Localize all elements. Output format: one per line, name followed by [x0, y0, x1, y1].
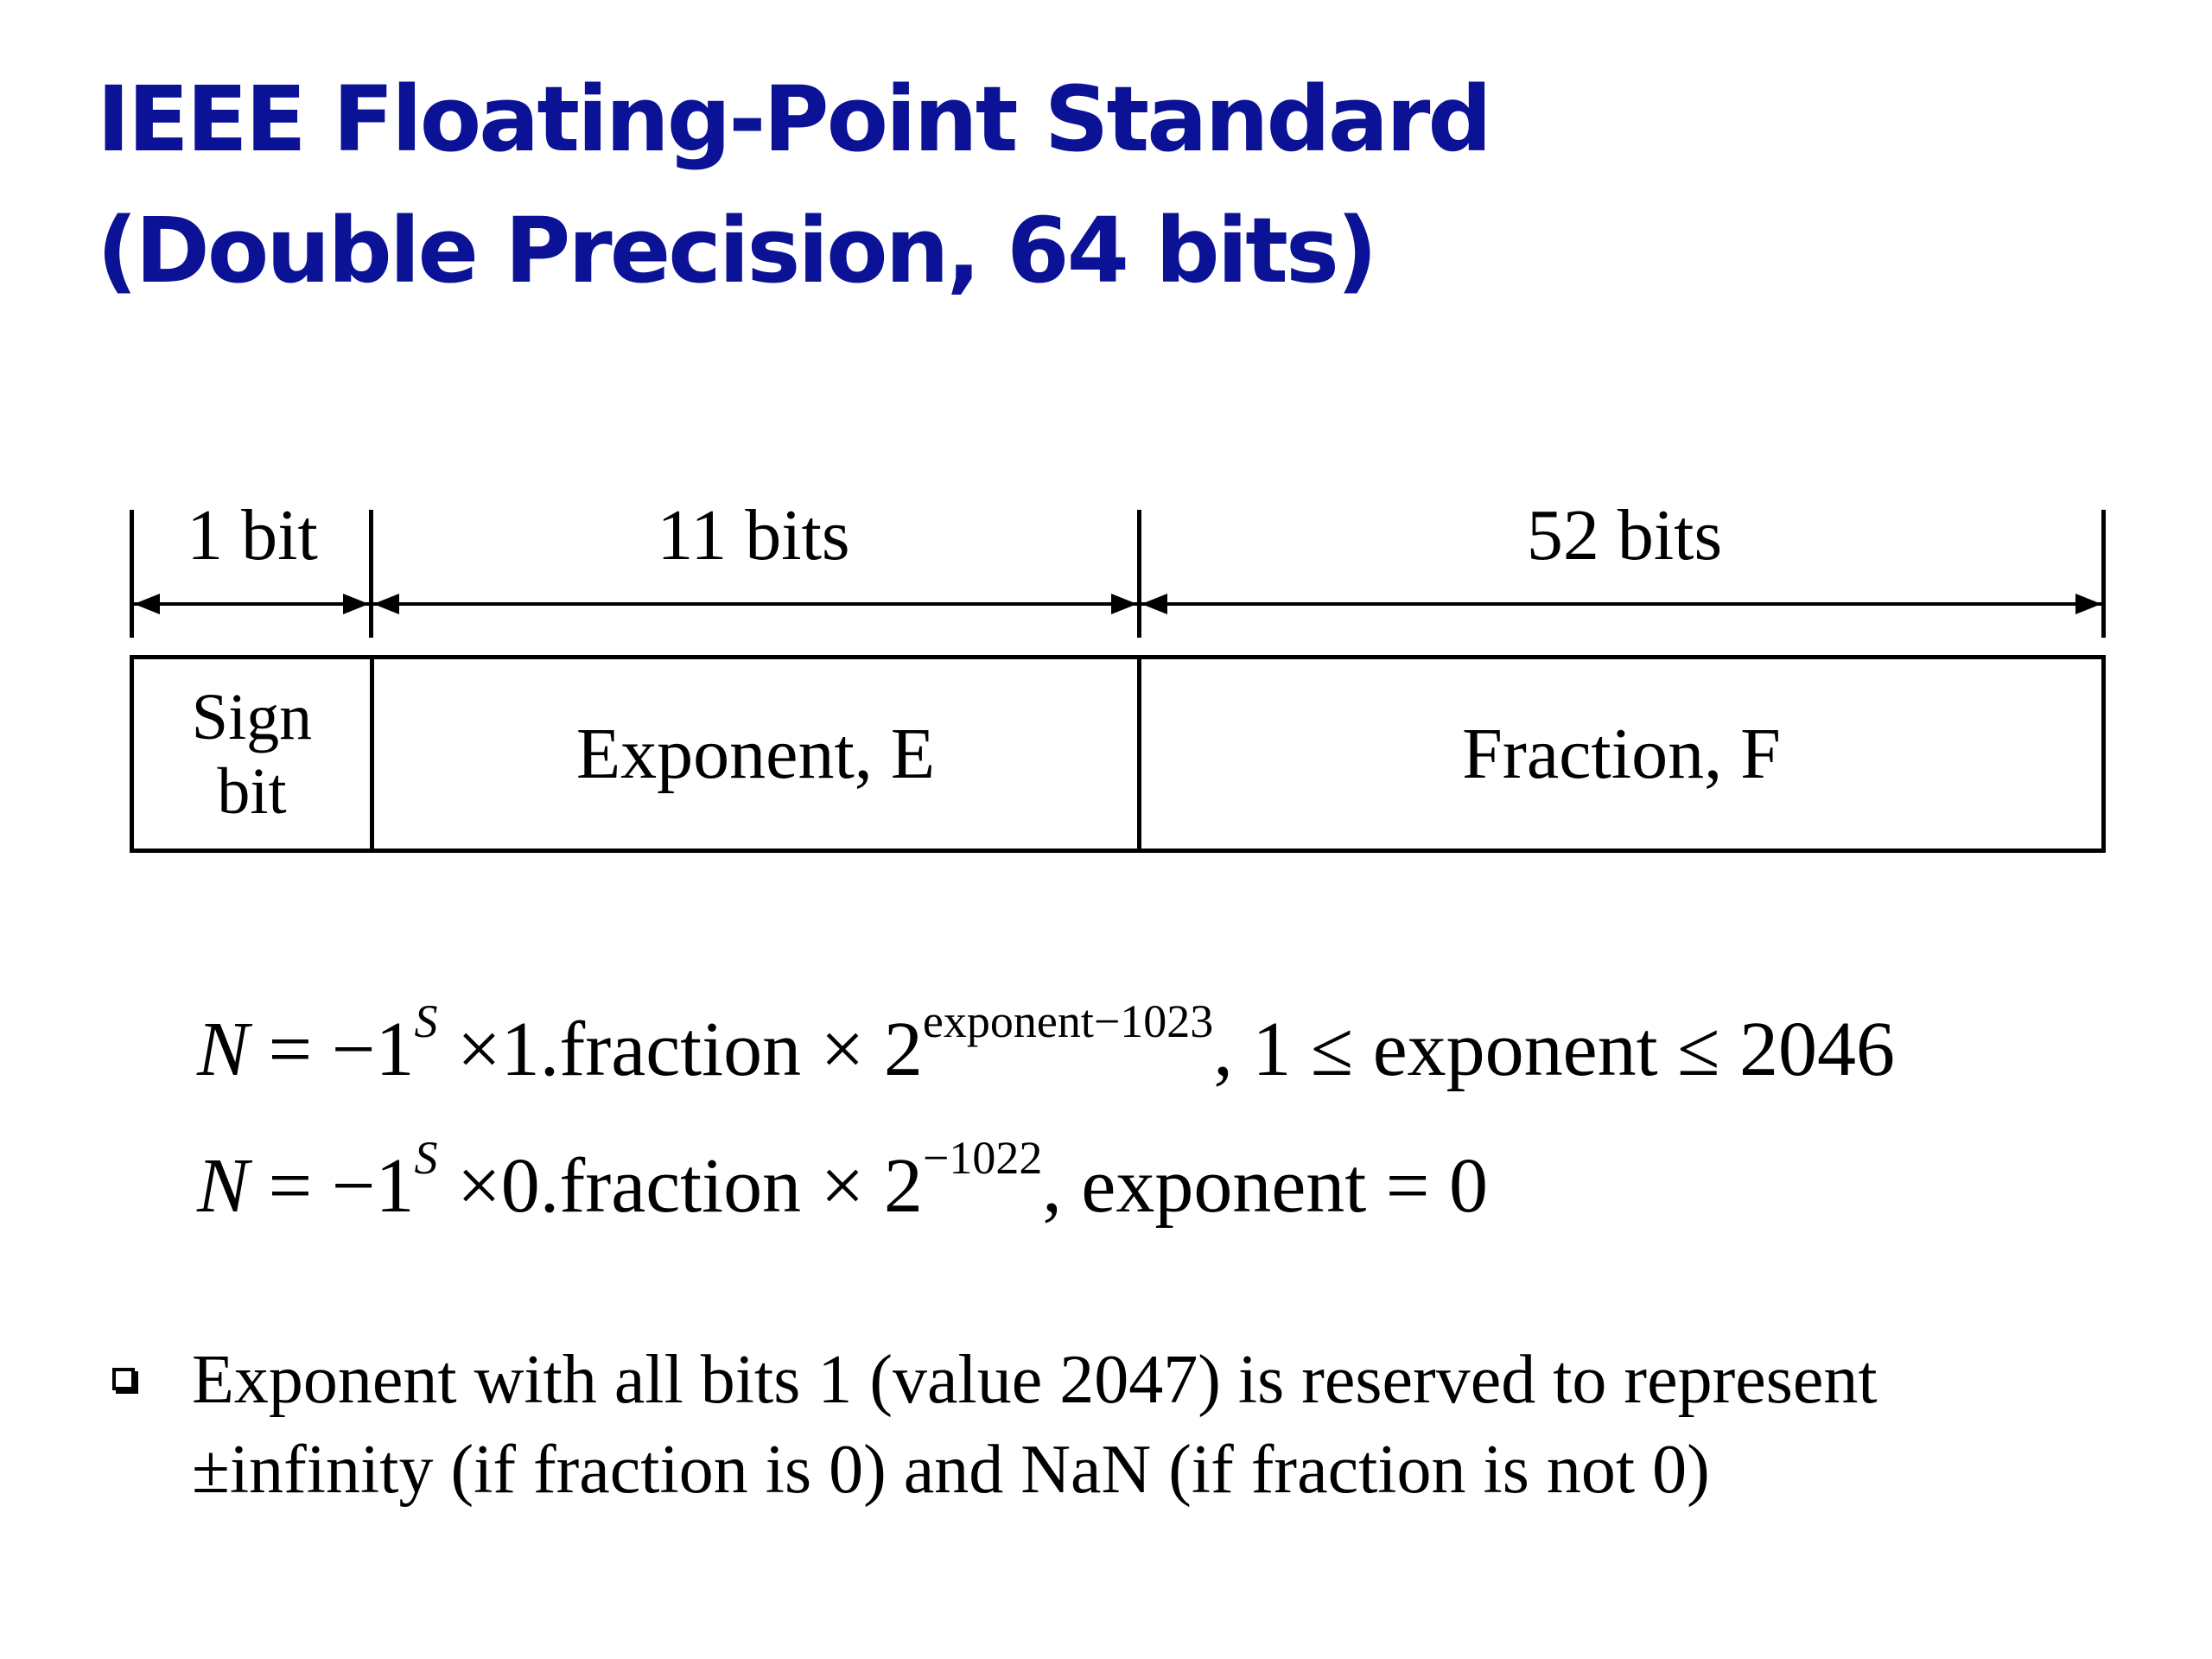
formula-superscript: exponent−1023 — [922, 995, 1214, 1047]
formula-text: = −1 — [249, 1143, 415, 1229]
formula-text: ×1.fraction × 2 — [437, 1007, 923, 1092]
checkbox-bullet-icon — [112, 1368, 135, 1390]
fraction-field-label: Fraction, F — [1462, 714, 1781, 794]
formula-text: ×0.fraction × 2 — [437, 1143, 923, 1229]
boundary-tick — [2101, 510, 2106, 638]
formula-condition: , exponent = 0 — [1042, 1143, 1489, 1229]
sign-bit-field — [130, 655, 374, 853]
exponent-field — [370, 655, 1141, 853]
sign-width-label: 1 bit — [187, 495, 318, 575]
formula-variable: N — [197, 1143, 250, 1229]
formula-superscript: S — [414, 995, 438, 1047]
slide-title-line2: (Double Precision, 64 bits) — [97, 198, 1376, 303]
reserved-exponent-note — [192, 1335, 2162, 1515]
slide-title — [97, 54, 1490, 316]
fraction-width-label: 52 bits — [1526, 495, 1723, 575]
sign-field-label-line2: bit — [217, 754, 287, 828]
formula-condition: , 1 ≤ exponent ≤ 2046 — [1213, 1007, 1895, 1092]
slide-title-line1: IEEE Floating-Point Standard — [97, 67, 1490, 172]
boundary-tick — [369, 510, 373, 638]
normalized-formula — [197, 995, 1895, 1107]
fraction-field — [1137, 655, 2106, 853]
boundary-tick — [1137, 510, 1141, 638]
note-line2: ±infinity (if fraction is 0) and NaN (if fraction is not 0) — [192, 1432, 1710, 1508]
formula-text: = −1 — [249, 1007, 415, 1092]
formula-variable: N — [197, 1007, 250, 1092]
exponent-width-label: 11 bits — [657, 495, 850, 575]
denormalized-formula — [197, 1132, 1489, 1243]
note-line1: Exponent with all bits 1 (value 2047) is reserved to represent — [192, 1342, 1878, 1418]
boundary-tick — [130, 510, 134, 638]
formula-superscript: S — [414, 1132, 438, 1184]
formula-superscript: −1022 — [922, 1132, 1043, 1184]
exponent-field-label: Exponent, E — [575, 714, 936, 794]
sign-field-label-line1: Sign — [191, 680, 313, 753]
